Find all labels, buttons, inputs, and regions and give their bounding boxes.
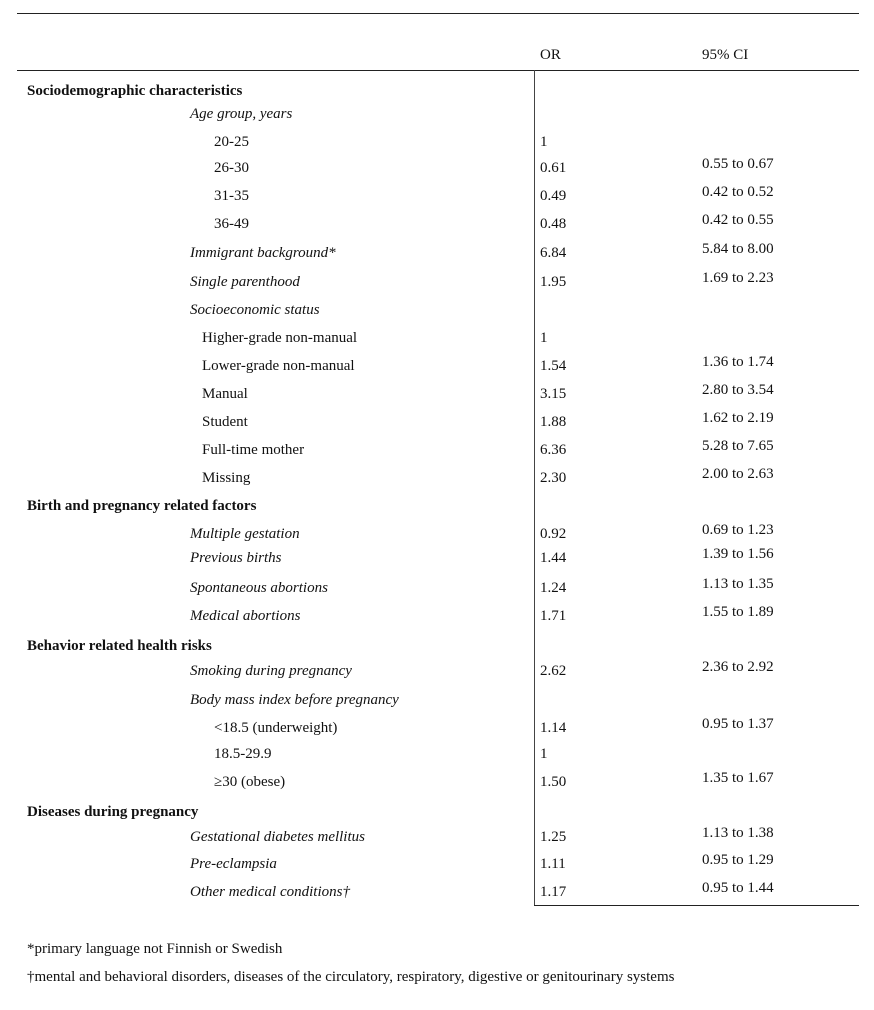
table-row bbox=[0, 212, 874, 236]
footnote-medical-conditions: †mental and behavioral disorders, diseases of the circulatory, respiratory, digestive or genitourinary systems bbox=[27, 969, 675, 985]
odds-ratio-value: 1.24 bbox=[540, 580, 567, 596]
odds-ratio-value: 1.71 bbox=[540, 608, 567, 624]
row-label: 36-49 bbox=[214, 216, 249, 232]
footnote-immigrant: *primary language not Finnish or Swedish bbox=[27, 941, 283, 957]
table-row bbox=[0, 354, 874, 378]
confidence-interval-value: 1.62 to 2.19 bbox=[702, 410, 774, 426]
table-row bbox=[0, 270, 874, 294]
confidence-interval-value: 1.36 to 1.74 bbox=[702, 354, 774, 370]
confidence-interval-value: 1.39 to 1.56 bbox=[702, 546, 774, 562]
confidence-interval-value: 0.69 to 1.23 bbox=[702, 522, 774, 538]
row-label: Smoking during pregnancy bbox=[190, 663, 352, 679]
section-row bbox=[0, 804, 874, 824]
odds-ratio-value: 1.14 bbox=[540, 720, 567, 736]
row-label: Socioeconomic status bbox=[190, 302, 320, 318]
odds-ratio-value: 1.44 bbox=[540, 550, 567, 566]
confidence-interval-value: 0.42 to 0.55 bbox=[702, 212, 774, 228]
odds-ratio-value: 1.11 bbox=[540, 856, 566, 872]
row-label: Body mass index before pregnancy bbox=[190, 692, 399, 708]
table-row bbox=[0, 184, 874, 208]
row-label: Higher-grade non-manual bbox=[202, 330, 358, 346]
table-row bbox=[0, 692, 874, 712]
section-row bbox=[0, 638, 874, 658]
row-label: Lower-grade non-manual bbox=[202, 358, 355, 374]
section-heading: Birth and pregnancy related factors bbox=[27, 498, 257, 514]
table-row bbox=[0, 522, 874, 546]
row-label: Student bbox=[202, 414, 248, 430]
confidence-interval-value: 0.95 to 1.37 bbox=[702, 716, 774, 732]
row-label: <18.5 (underweight) bbox=[214, 720, 338, 736]
table-row bbox=[0, 410, 874, 434]
confidence-interval-value: 1.69 to 2.23 bbox=[702, 270, 774, 286]
row-label: 31-35 bbox=[214, 188, 249, 204]
row-label: 26-30 bbox=[214, 160, 249, 176]
row-label: Medical abortions bbox=[190, 608, 301, 624]
section-row bbox=[0, 498, 874, 518]
confidence-interval-value: 0.55 to 0.67 bbox=[702, 156, 774, 172]
table-row bbox=[0, 825, 874, 849]
table-row bbox=[0, 746, 874, 766]
odds-ratio-value: 2.62 bbox=[540, 663, 567, 679]
odds-ratio-value: 1 bbox=[540, 134, 548, 150]
row-label: Age group, years bbox=[190, 106, 293, 122]
table-row bbox=[0, 466, 874, 490]
row-label: Spontaneous abortions bbox=[190, 580, 328, 596]
table-row bbox=[0, 382, 874, 406]
table-row bbox=[0, 576, 874, 600]
table-row bbox=[0, 546, 874, 570]
odds-ratio-value: 0.49 bbox=[540, 188, 567, 204]
odds-ratio-value: 1 bbox=[540, 330, 548, 346]
odds-ratio-value: 0.61 bbox=[540, 160, 567, 176]
odds-ratio-value: 6.36 bbox=[540, 442, 567, 458]
confidence-interval-value: 5.84 to 8.00 bbox=[702, 241, 774, 257]
row-label: 20-25 bbox=[214, 134, 249, 150]
table-row bbox=[0, 852, 874, 876]
confidence-interval-value: 2.00 to 2.63 bbox=[702, 466, 774, 482]
row-label: Pre-eclampsia bbox=[190, 856, 277, 872]
odds-ratio-value: 1.88 bbox=[540, 414, 567, 430]
table-row bbox=[0, 106, 874, 126]
row-label: Immigrant background* bbox=[190, 245, 336, 261]
row-label: Full-time mother bbox=[202, 442, 305, 458]
odds-ratio-value: 0.92 bbox=[540, 526, 567, 542]
row-label: Multiple gestation bbox=[190, 526, 300, 542]
row-label: Single parenthood bbox=[190, 274, 300, 290]
table-row bbox=[0, 880, 874, 904]
confidence-interval-value: 1.13 to 1.38 bbox=[702, 825, 774, 841]
confidence-interval-value: 0.95 to 1.44 bbox=[702, 880, 774, 896]
odds-ratio-value: 6.84 bbox=[540, 245, 567, 261]
odds-ratio-value: 3.15 bbox=[540, 386, 567, 402]
confidence-interval-value: 1.13 to 1.35 bbox=[702, 576, 774, 592]
header-or: OR bbox=[540, 47, 561, 63]
confidence-interval-value: 0.95 to 1.29 bbox=[702, 852, 774, 868]
table-top-rule bbox=[17, 13, 859, 14]
row-label: Missing bbox=[202, 470, 251, 486]
header-ci: 95% CI bbox=[702, 47, 749, 63]
odds-ratio-value: 0.48 bbox=[540, 216, 567, 232]
table-row bbox=[0, 241, 874, 265]
row-label: Other medical conditions† bbox=[190, 884, 350, 900]
confidence-interval-value: 1.55 to 1.89 bbox=[702, 604, 774, 620]
section-row bbox=[0, 83, 874, 103]
confidence-interval-value: 0.42 to 0.52 bbox=[702, 184, 774, 200]
odds-ratio-value: 1.54 bbox=[540, 358, 567, 374]
table-row bbox=[0, 438, 874, 462]
section-heading: Diseases during pregnancy bbox=[27, 804, 199, 820]
table-row bbox=[0, 330, 874, 350]
row-label: Manual bbox=[202, 386, 248, 402]
table-row bbox=[0, 716, 874, 740]
odds-ratio-value: 1.95 bbox=[540, 274, 567, 290]
row-label: ≥30 (obese) bbox=[214, 774, 286, 790]
table-row bbox=[0, 302, 874, 322]
confidence-interval-value: 2.36 to 2.92 bbox=[702, 659, 774, 675]
odds-ratio-value: 2.30 bbox=[540, 470, 567, 486]
row-label: 18.5-29.9 bbox=[214, 746, 272, 762]
table-bottom-rule bbox=[534, 905, 859, 906]
header-rule bbox=[17, 70, 859, 71]
odds-ratio-value: 1 bbox=[540, 746, 548, 762]
table-row bbox=[0, 659, 874, 683]
odds-ratio-value: 1.25 bbox=[540, 829, 567, 845]
row-label: Gestational diabetes mellitus bbox=[190, 829, 365, 845]
table-row bbox=[0, 604, 874, 628]
odds-ratio-value: 1.50 bbox=[540, 774, 567, 790]
confidence-interval-value: 2.80 to 3.54 bbox=[702, 382, 774, 398]
table-row bbox=[0, 156, 874, 180]
confidence-interval-value: 1.35 to 1.67 bbox=[702, 770, 774, 786]
section-heading: Behavior related health risks bbox=[27, 638, 212, 654]
table-row bbox=[0, 770, 874, 794]
table-row bbox=[0, 134, 874, 154]
section-heading: Sociodemographic characteristics bbox=[27, 83, 243, 99]
row-label: Previous births bbox=[190, 550, 282, 566]
odds-ratio-value: 1.17 bbox=[540, 884, 567, 900]
confidence-interval-value: 5.28 to 7.65 bbox=[702, 438, 774, 454]
